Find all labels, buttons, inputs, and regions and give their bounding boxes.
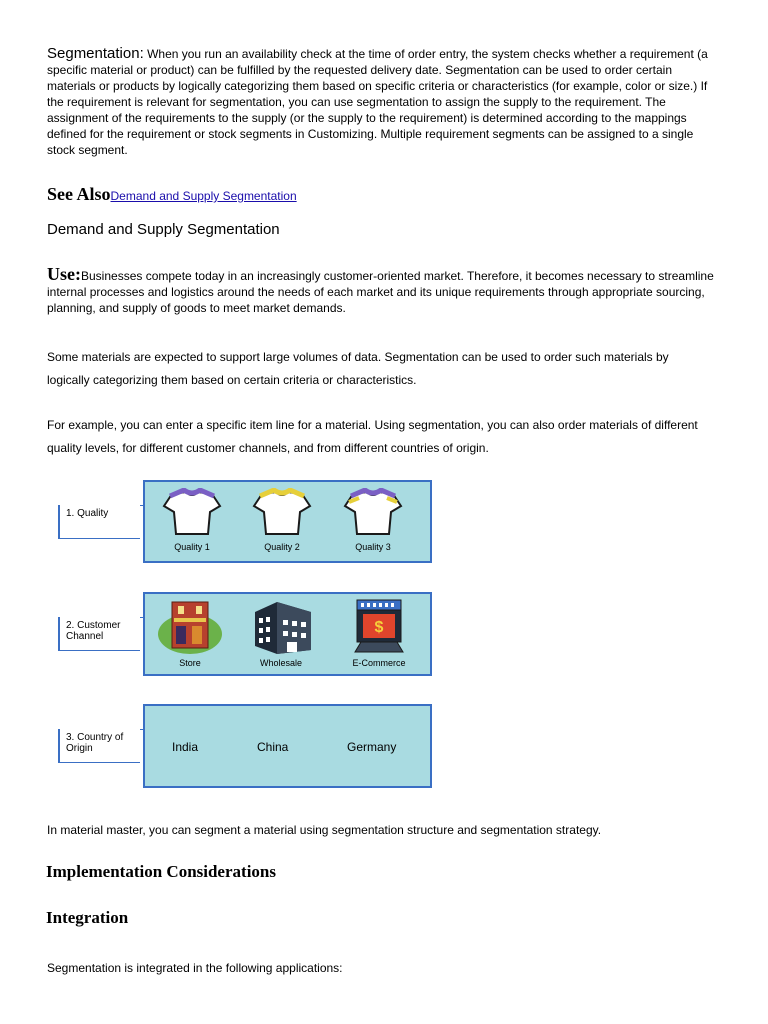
origin-dimension-label: 3. Country of Origin — [58, 729, 140, 763]
paragraph-integration: Segmentation is integrated in the following applications: — [47, 961, 343, 975]
segmentation-label: Segmentation: — [47, 45, 144, 62]
quality-item — [242, 488, 322, 552]
channel-item — [339, 598, 419, 668]
wholesale-label: Wholesale — [259, 658, 303, 668]
tshirt-icon — [341, 488, 405, 540]
quality-1-label: Quality 1 — [174, 542, 210, 552]
country-germany: Germany — [347, 740, 397, 754]
paragraph-materials: Some materials are expected to support large volumes of data. Segmentation can be used to order such materials by logically categorizing them based on certain criteria or characteristics. — [47, 350, 669, 387]
quality-panel — [143, 480, 432, 563]
segmentation-paragraph — [47, 46, 717, 158]
origin-panel — [143, 704, 432, 788]
implementation-heading: Implementation Considerations — [46, 862, 276, 881]
channel-item — [150, 598, 230, 668]
tshirt-icon — [160, 488, 224, 540]
segmentation-text: When you run an availability check at the time of order entry, the system checks whether a requirement (a specific material or product) can be fulfilled by the requested delivery date. Segmentation can be used to order certain materials or products by logically categorizing them based on specific criteria or characteristics (for example, color or size.) If the requirement is relevant for segmentation, you can use segmentation to assign the supply to the requirement. The assignment of the requirements to the supply (or the supply to the requirement) is determined according to the mappings defined for the requirement or stock segments in Customizing. Multiple requirement segments can be assigned to a single stock segment. — [47, 47, 708, 157]
channel-dimension-label: 2. Customer Channel — [58, 617, 140, 651]
see-also-link[interactable]: Demand and Supply Segmentation — [110, 189, 297, 203]
use-text: Businesses compete today in an increasingly customer-oriented market. Therefore, it becomes necessary to streamline internal processes and logistics around the needs of each market and its unique requirements through appropriate sourcing, planning, and supply of goods to meet market demands. — [47, 269, 714, 315]
quality-item — [333, 488, 413, 552]
channel-panel — [143, 592, 432, 676]
country-china: China — [257, 740, 289, 754]
building-icon — [247, 598, 315, 656]
use-label: Use: — [47, 264, 81, 284]
ecommerce-label: E-Commerce — [352, 658, 406, 668]
country-india: India — [172, 740, 199, 754]
integration-heading: Integration — [46, 908, 129, 927]
quality-item — [152, 488, 232, 552]
computer-icon — [345, 598, 413, 656]
paragraph-material-master: In material master, you can segment a material using segmentation structure and segmentation strategy. — [47, 823, 602, 837]
use-paragraph — [47, 266, 722, 316]
channel-item — [241, 598, 321, 668]
see-also-label: See Also — [47, 184, 111, 204]
store-label: Store — [179, 658, 201, 668]
tshirt-icon — [250, 488, 314, 540]
quality-dimension-label: 1. Quality — [58, 505, 140, 539]
svg-text:$: $ — [374, 619, 384, 636]
section-title: Demand and Supply Segmentation — [47, 221, 280, 238]
store-icon — [156, 598, 224, 656]
quality-2-label: Quality 2 — [264, 542, 300, 552]
see-also-line — [47, 184, 297, 205]
paragraph-example: For example, you can enter a specific item line for a material. Using segmentation, you can also order materials of different quality levels, for different customer channels, and from different countries of origin. — [47, 418, 698, 455]
quality-3-label: Quality 3 — [355, 542, 391, 552]
